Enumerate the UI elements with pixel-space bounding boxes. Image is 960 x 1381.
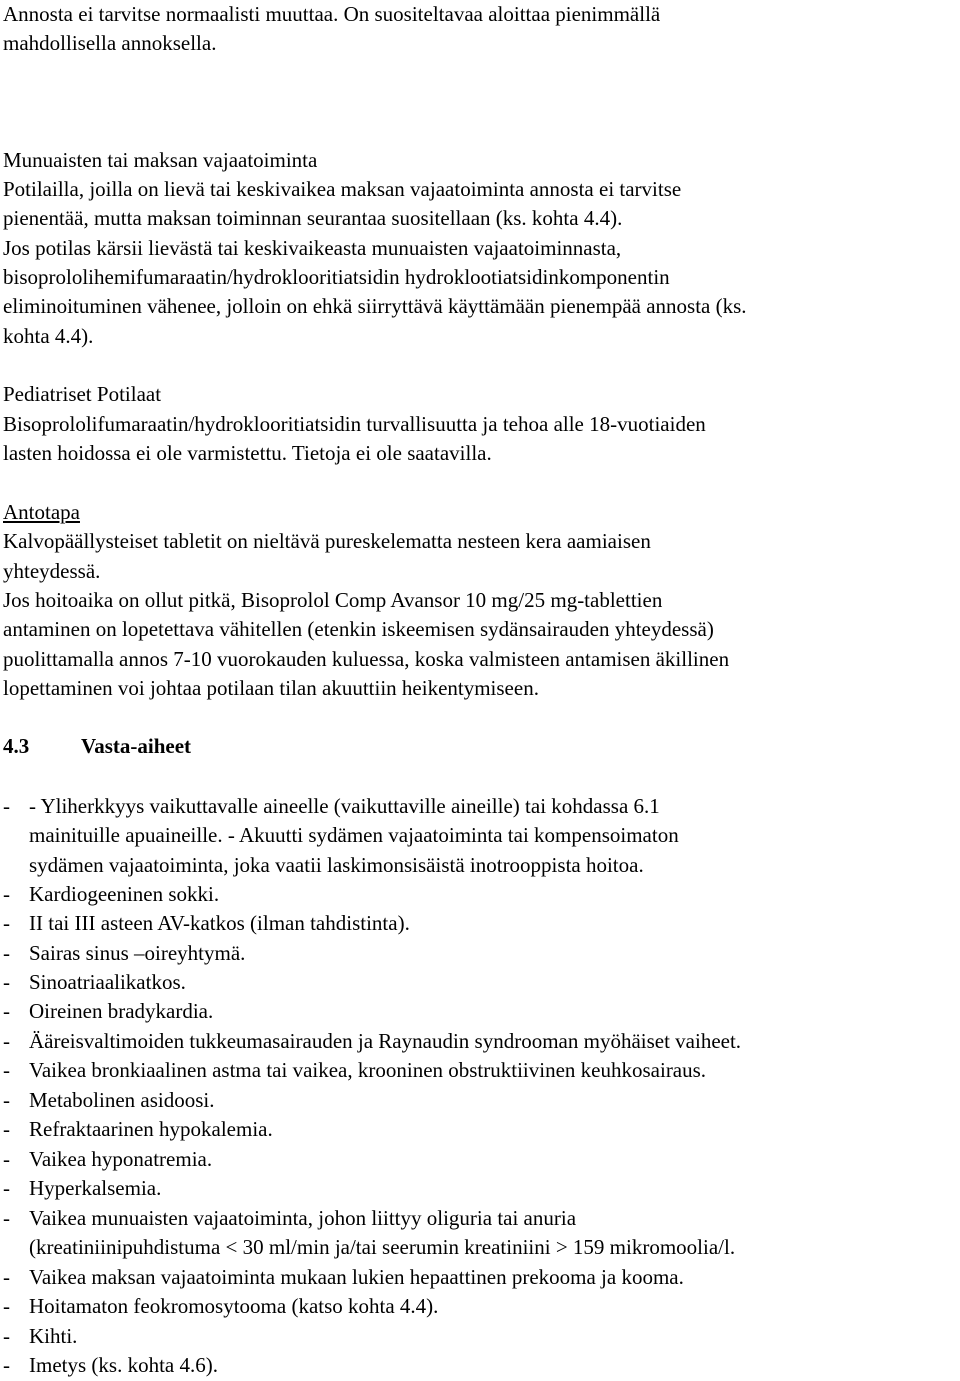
list-dash: -: [3, 999, 10, 1023]
pediatric-line: Bisoprololifumaraatin/hydroklooritiatsidin turvallisuutta ja tehoa alle 18-vuotiaiden: [3, 412, 706, 436]
list-item-text: II tai III asteen AV-katkos (ilman tahdistinta).: [29, 911, 410, 935]
section-number: 4.3: [3, 734, 30, 758]
list-item-text: Hyperkalsemia.: [29, 1176, 162, 1200]
list-item: [3, 997, 957, 1025]
list-dash: -: [3, 1029, 10, 1053]
administration-line: puolittamalla annos 7-10 vuorokauden kuluessa, koska valmisteen antamisen äkillinen: [3, 647, 730, 671]
list-item-text: sydämen vajaatoiminta, joka vaatii laskimonsisäistä inotrooppista hoitoa.: [29, 853, 644, 877]
list-item: [3, 1056, 957, 1084]
list-item: [3, 1174, 957, 1202]
list-dash: -: [3, 911, 10, 935]
administration-line: yhteydessä.: [3, 559, 101, 583]
pediatric-heading: Pediatriset Potilaat: [3, 382, 162, 406]
administration-line: Jos hoitoaika on ollut pitkä, Bisoprolol Comp Avansor 10 mg/25 mg-tablettien: [3, 588, 663, 612]
list-item: [3, 1145, 957, 1173]
list-item-text: - Yliherkkyys vaikuttavalle aineelle (vaikuttaville aineille) tai kohdassa 6.1: [29, 794, 660, 818]
list-item: [3, 1086, 957, 1114]
list-item-text: Ääreisvaltimoiden tukkeumasairauden ja Raynaudin syndrooman myöhäiset vaiheet.: [29, 1029, 742, 1053]
list-item: [3, 1027, 957, 1055]
list-dash: -: [3, 1117, 10, 1141]
list-dash: -: [3, 882, 10, 906]
list-item: [3, 792, 957, 820]
list-item-text: Vaikea munuaisten vajaatoiminta, johon liittyy oliguria tai anuria: [29, 1206, 577, 1230]
administration-line: lopettaminen voi johtaa potilaan tilan akuuttiin heikentymiseen.: [3, 676, 539, 700]
list-item-text: Vaikea maksan vajaatoiminta mukaan lukien hepaattinen prekooma ja kooma.: [29, 1265, 684, 1289]
administration-line: Kalvopäällysteiset tabletit on nieltävä pureskelematta nesteen kera aamiaisen: [3, 529, 651, 553]
list-item: [3, 1263, 957, 1291]
list-dash: -: [3, 1353, 10, 1377]
list-dash: -: [3, 1058, 10, 1082]
intro-line-1: Annosta ei tarvitse normaalisti muuttaa. On suositeltavaa aloittaa pienimmällä: [3, 2, 661, 26]
list-item: [3, 1322, 957, 1350]
list-item: [3, 939, 957, 967]
list-item-text: Oireinen bradykardia.: [29, 999, 214, 1023]
administration-line: antaminen on lopetettava vähitellen (etenkin iskeemisen sydänsairauden yhteydessä): [3, 617, 714, 641]
renal-hepatic-line: bisoprololihemifumaraatin/hydroklooritiatsidin hydroklootiatsidinkomponentin: [3, 265, 670, 289]
list-item-text: Sinoatriaalikatkos.: [29, 970, 186, 994]
intro-line-2: mahdollisella annoksella.: [3, 31, 217, 55]
list-item: [3, 1204, 957, 1232]
renal-hepatic-line: kohta 4.4).: [3, 324, 94, 348]
list-item-text: (kreatiniinipuhdistuma < 30 ml/min ja/tai seerumin kreatiniini > 159 mikromoolia/l.: [29, 1235, 736, 1259]
list-item-text: Kardiogeeninen sokki.: [29, 882, 220, 906]
list-dash: -: [3, 1176, 10, 1200]
list-dash: -: [3, 1206, 10, 1230]
list-dash: -: [3, 1265, 10, 1289]
renal-hepatic-line: Jos potilas kärsii lievästä tai keskivaikeasta munuaisten vajaatoiminnasta,: [3, 236, 622, 260]
list-item: [3, 1233, 957, 1261]
list-item-text: Imetys (ks. kohta 4.6).: [29, 1353, 218, 1377]
renal-hepatic-line: pienentää, mutta maksan toiminnan seurantaa suositellaan (ks. kohta 4.4).: [3, 206, 623, 230]
renal-hepatic-line: eliminoituminen vähenee, jolloin on ehkä siirryttävä käyttämään pienempää annosta (ks.: [3, 294, 747, 318]
administration-heading: Antotapa: [3, 500, 80, 524]
pediatric-line: lasten hoidossa ei ole varmistettu. Tietoja ei ole saatavilla.: [3, 441, 492, 465]
list-item-text: Metabolinen asidoosi.: [29, 1088, 215, 1112]
list-item-text: Sairas sinus –oireyhtymä.: [29, 941, 246, 965]
list-dash: -: [3, 1088, 10, 1112]
list-item-text: mainituille apuaineille. - Akuutti sydämen vajaatoiminta tai kompensoimaton: [29, 823, 679, 847]
list-item-text: Refraktaarinen hypokalemia.: [29, 1117, 273, 1141]
renal-hepatic-heading: Munuaisten tai maksan vajaatoiminta: [3, 148, 318, 172]
list-dash: -: [3, 970, 10, 994]
section-title: Vasta-aiheet: [81, 734, 192, 758]
list-item: [3, 1351, 957, 1379]
list-item-text: Kihti.: [29, 1324, 78, 1348]
list-item-text: Hoitamaton feokromosytooma (katso kohta 4.4).: [29, 1294, 439, 1318]
list-item: [3, 1115, 957, 1143]
list-dash: -: [3, 794, 10, 818]
list-item: [3, 851, 957, 879]
section-heading: [3, 732, 403, 760]
list-dash: -: [3, 1147, 10, 1171]
list-item: [3, 1292, 957, 1320]
list-item: [3, 968, 957, 996]
list-item-text: Vaikea bronkiaalinen astma tai vaikea, krooninen obstruktiivinen keuhkosairaus.: [29, 1058, 707, 1082]
list-dash: -: [3, 941, 10, 965]
list-dash: -: [3, 1294, 10, 1318]
list-item: [3, 880, 957, 908]
list-item: [3, 909, 957, 937]
list-dash: -: [3, 1324, 10, 1348]
list-item-text: Vaikea hyponatremia.: [29, 1147, 213, 1171]
renal-hepatic-line: Potilailla, joilla on lievä tai keskivaikea maksan vajaatoiminta annosta ei tarvitse: [3, 177, 682, 201]
list-item: [3, 821, 957, 849]
